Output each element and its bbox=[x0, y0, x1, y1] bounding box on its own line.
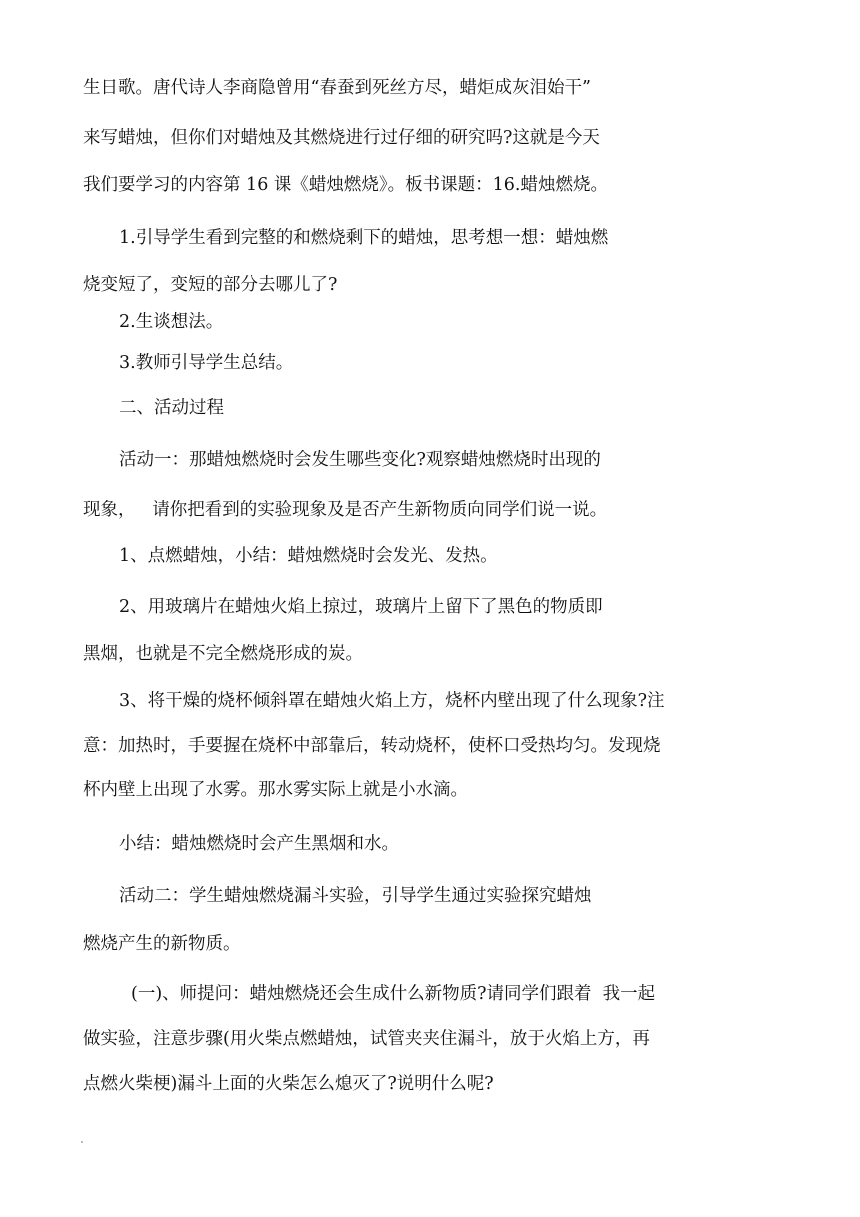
text-line: 2、用玻璃片在蜡烛火焰上掠过，玻璃片上留下了黑色的物质即 bbox=[119, 597, 603, 617]
text-line: 3.教师引导学生总结。 bbox=[119, 353, 294, 373]
text-line: 2.生谈想法。 bbox=[119, 312, 224, 332]
text-line: 杯内壁上出现了水雾。那水雾实际上就是小水滴。 bbox=[83, 780, 468, 800]
text-line: 生日歌。唐代诗人李商隐曾用“春蚕到死丝方尽，蜡炬成灰泪始干” bbox=[83, 78, 591, 98]
text-line: 意：加热时，手要握在烧杯中部靠后，转动烧杯，使杯口受热均匀。发现烧 bbox=[83, 736, 661, 756]
page-speck bbox=[81, 1141, 83, 1143]
text-line: 1.引导学生看到完整的和燃烧剩下的蜡烛，思考想一想：蜡烛燃 bbox=[119, 228, 609, 248]
text-line: 做实验，注意步骤(用火柴点燃蜡烛，试管夹夹住漏斗，放于火焰上方，再 bbox=[83, 1029, 650, 1049]
text-line: 燃烧产生的新物质。 bbox=[83, 934, 241, 954]
section-heading: 二、活动过程 bbox=[119, 398, 224, 418]
text-line: 活动一：那蜡烛燃烧时会发生哪些变化?观察蜡烛燃烧时出现的 bbox=[119, 450, 601, 470]
text-line: 现象， 请你把看到的实验现象及是否产生新物质向同学们说一说。 bbox=[83, 500, 608, 520]
text-line: 小结：蜡烛燃烧时会产生黑烟和水。 bbox=[119, 834, 399, 854]
text-line: 1、点燃蜡烛，小结：蜡烛燃烧时会发光、发热。 bbox=[119, 546, 498, 566]
text-line: 黑烟，也就是不完全燃烧形成的炭。 bbox=[83, 644, 363, 664]
text-line: 烧变短了，变短的部分去哪儿了? bbox=[83, 275, 338, 295]
text-line: 活动二：学生蜡烛燃烧漏斗实验，引导学生通过实验探究蜡烛 bbox=[119, 886, 592, 906]
text-line: 3、将干燥的烧杯倾斜罩在蜡烛火焰上方，烧杯内壁出现了什么现象?注 bbox=[119, 691, 665, 711]
text-line: 我们要学习的内容第 16 课《蜡烛燃烧》。板书课题：16.蜡烛燃烧。 bbox=[83, 175, 608, 195]
text-line: (一)、师提问：蜡烛燃烧还会生成什么新物质?请同学们跟着 我一起 bbox=[131, 984, 656, 1004]
text-line: 点燃火柴梗)漏斗上面的火柴怎么熄灭了?说明什么呢? bbox=[83, 1074, 494, 1094]
text-line: 来写蜡烛，但你们对蜡烛及其燃烧进行过仔细的研究吗?这就是今天 bbox=[83, 128, 600, 148]
